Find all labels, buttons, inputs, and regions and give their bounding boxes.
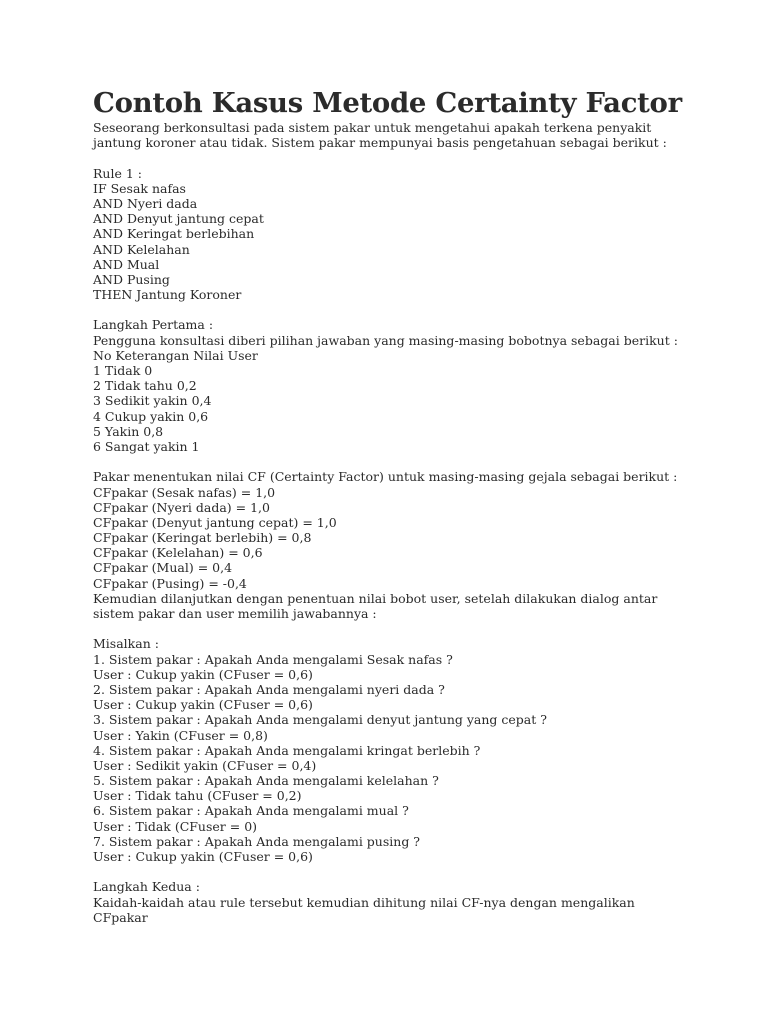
text-line: 2. Sistem pakar : Apakah Anda mengalami nyeri dada ? [93,681,445,697]
text-line: 3. Sistem pakar : Apakah Anda mengalami denyut jantung yang cepat ? [93,712,547,728]
text-line: jantung koroner atau tidak. Sistem pakar mempunyai basis pengetahuan sebagai berikut : [93,135,667,151]
text-line: User : Tidak (CFuser = 0) [93,818,258,834]
text-line: 6. Sistem pakar : Apakah Anda mengalami mual ? [93,803,409,819]
text-line: Rule 1 : [93,165,142,181]
text-line: CFpakar (Nyeri dada) = 1,0 [93,499,270,515]
document-title: Contoh Kasus Metode Certainty Factor [93,87,682,119]
blank-line [93,302,713,317]
text-line: AND Keringat berlebihan [93,226,255,242]
text-line: CFpakar (Sesak nafas) = 1,0 [93,484,276,500]
text-line: 6 Sangat yakin 1 [93,438,200,454]
text-line: CFpakar (Keringat berlebih) = 0,8 [93,530,312,546]
text-line: AND Nyeri dada [93,195,198,211]
text-line: 5 Yakin 0,8 [93,423,164,439]
text-line: Kemudian dilanjutkan dengan penentuan nilai bobot user, setelah dilakukan dialog antar [93,590,658,606]
text-line: User : Yakin (CFuser = 0,8) [93,727,268,743]
text-line: Langkah Pertama : [93,317,214,333]
text-line: AND Pusing [93,271,170,287]
text-line: User : Tidak tahu (CFuser = 0,2) [93,788,302,804]
text-line: Pengguna konsultasi diberi pilihan jawaban yang masing-masing bobotnya sebagai berikut : [93,332,678,348]
text-line: Kaidah-kaidah atau rule tersebut kemudian dihitung nilai CF-nya dengan mengalikan [93,894,635,910]
text-line: sistem pakar dan user memilih jawabannya : [93,606,377,621]
text-line: Seseorang berkonsultasi pada sistem pakar untuk mengetahui apakah terkena penyakit [93,120,652,135]
text-line: 4 Cukup yakin 0,6 [93,408,209,424]
text-line: CFpakar [93,909,148,925]
blank-line [93,864,713,879]
document-body [93,120,713,925]
text-line: CFpakar (Kelelahan) = 0,6 [93,545,263,561]
text-line: AND Kelelahan [93,241,190,257]
text-line: 5. Sistem pakar : Apakah Anda mengalami kelelahan ? [93,773,439,789]
text-line: Langkah Kedua : [93,879,200,895]
text-line: CFpakar (Mual) = 0,4 [93,560,233,576]
text-line: User : Cukup yakin (CFuser = 0,6) [93,697,313,713]
document-page [93,86,713,925]
text-line: User : Cukup yakin (CFuser = 0,6) [93,666,313,682]
text-line: 1. Sistem pakar : Apakah Anda mengalami Sesak nafas ? [93,651,453,667]
blank-line [93,454,713,469]
text-line: User : Cukup yakin (CFuser = 0,6) [93,849,313,864]
text-line: 2 Tidak tahu 0,2 [93,378,197,394]
text-line: Pakar menentukan nilai CF (Certainty Factor) untuk masing-masing gejala sebagai berikut : [93,469,678,485]
text-line: AND Mual [93,256,160,272]
blank-line [93,150,713,165]
text-line: 7. Sistem pakar : Apakah Anda mengalami pusing ? [93,833,420,849]
text-line: AND Denyut jantung cepat [93,211,264,227]
text-line: No Keterangan Nilai User [93,347,258,363]
text-line: 1 Tidak 0 [93,363,153,378]
text-line: CFpakar (Denyut jantung cepat) = 1,0 [93,514,337,530]
text-line: IF Sesak nafas [93,180,186,196]
text-line: CFpakar (Pusing) = -0,4 [93,575,247,591]
text-line: THEN Jantung Koroner [93,287,242,303]
blank-line [93,621,713,636]
text-line: 3 Sedikit yakin 0,4 [93,393,212,409]
text-line: User : Sedikit yakin (CFuser = 0,4) [93,757,317,773]
text-line: Misalkan : [93,636,159,652]
text-line: 4. Sistem pakar : Apakah Anda mengalami kringat berlebih ? [93,742,481,758]
